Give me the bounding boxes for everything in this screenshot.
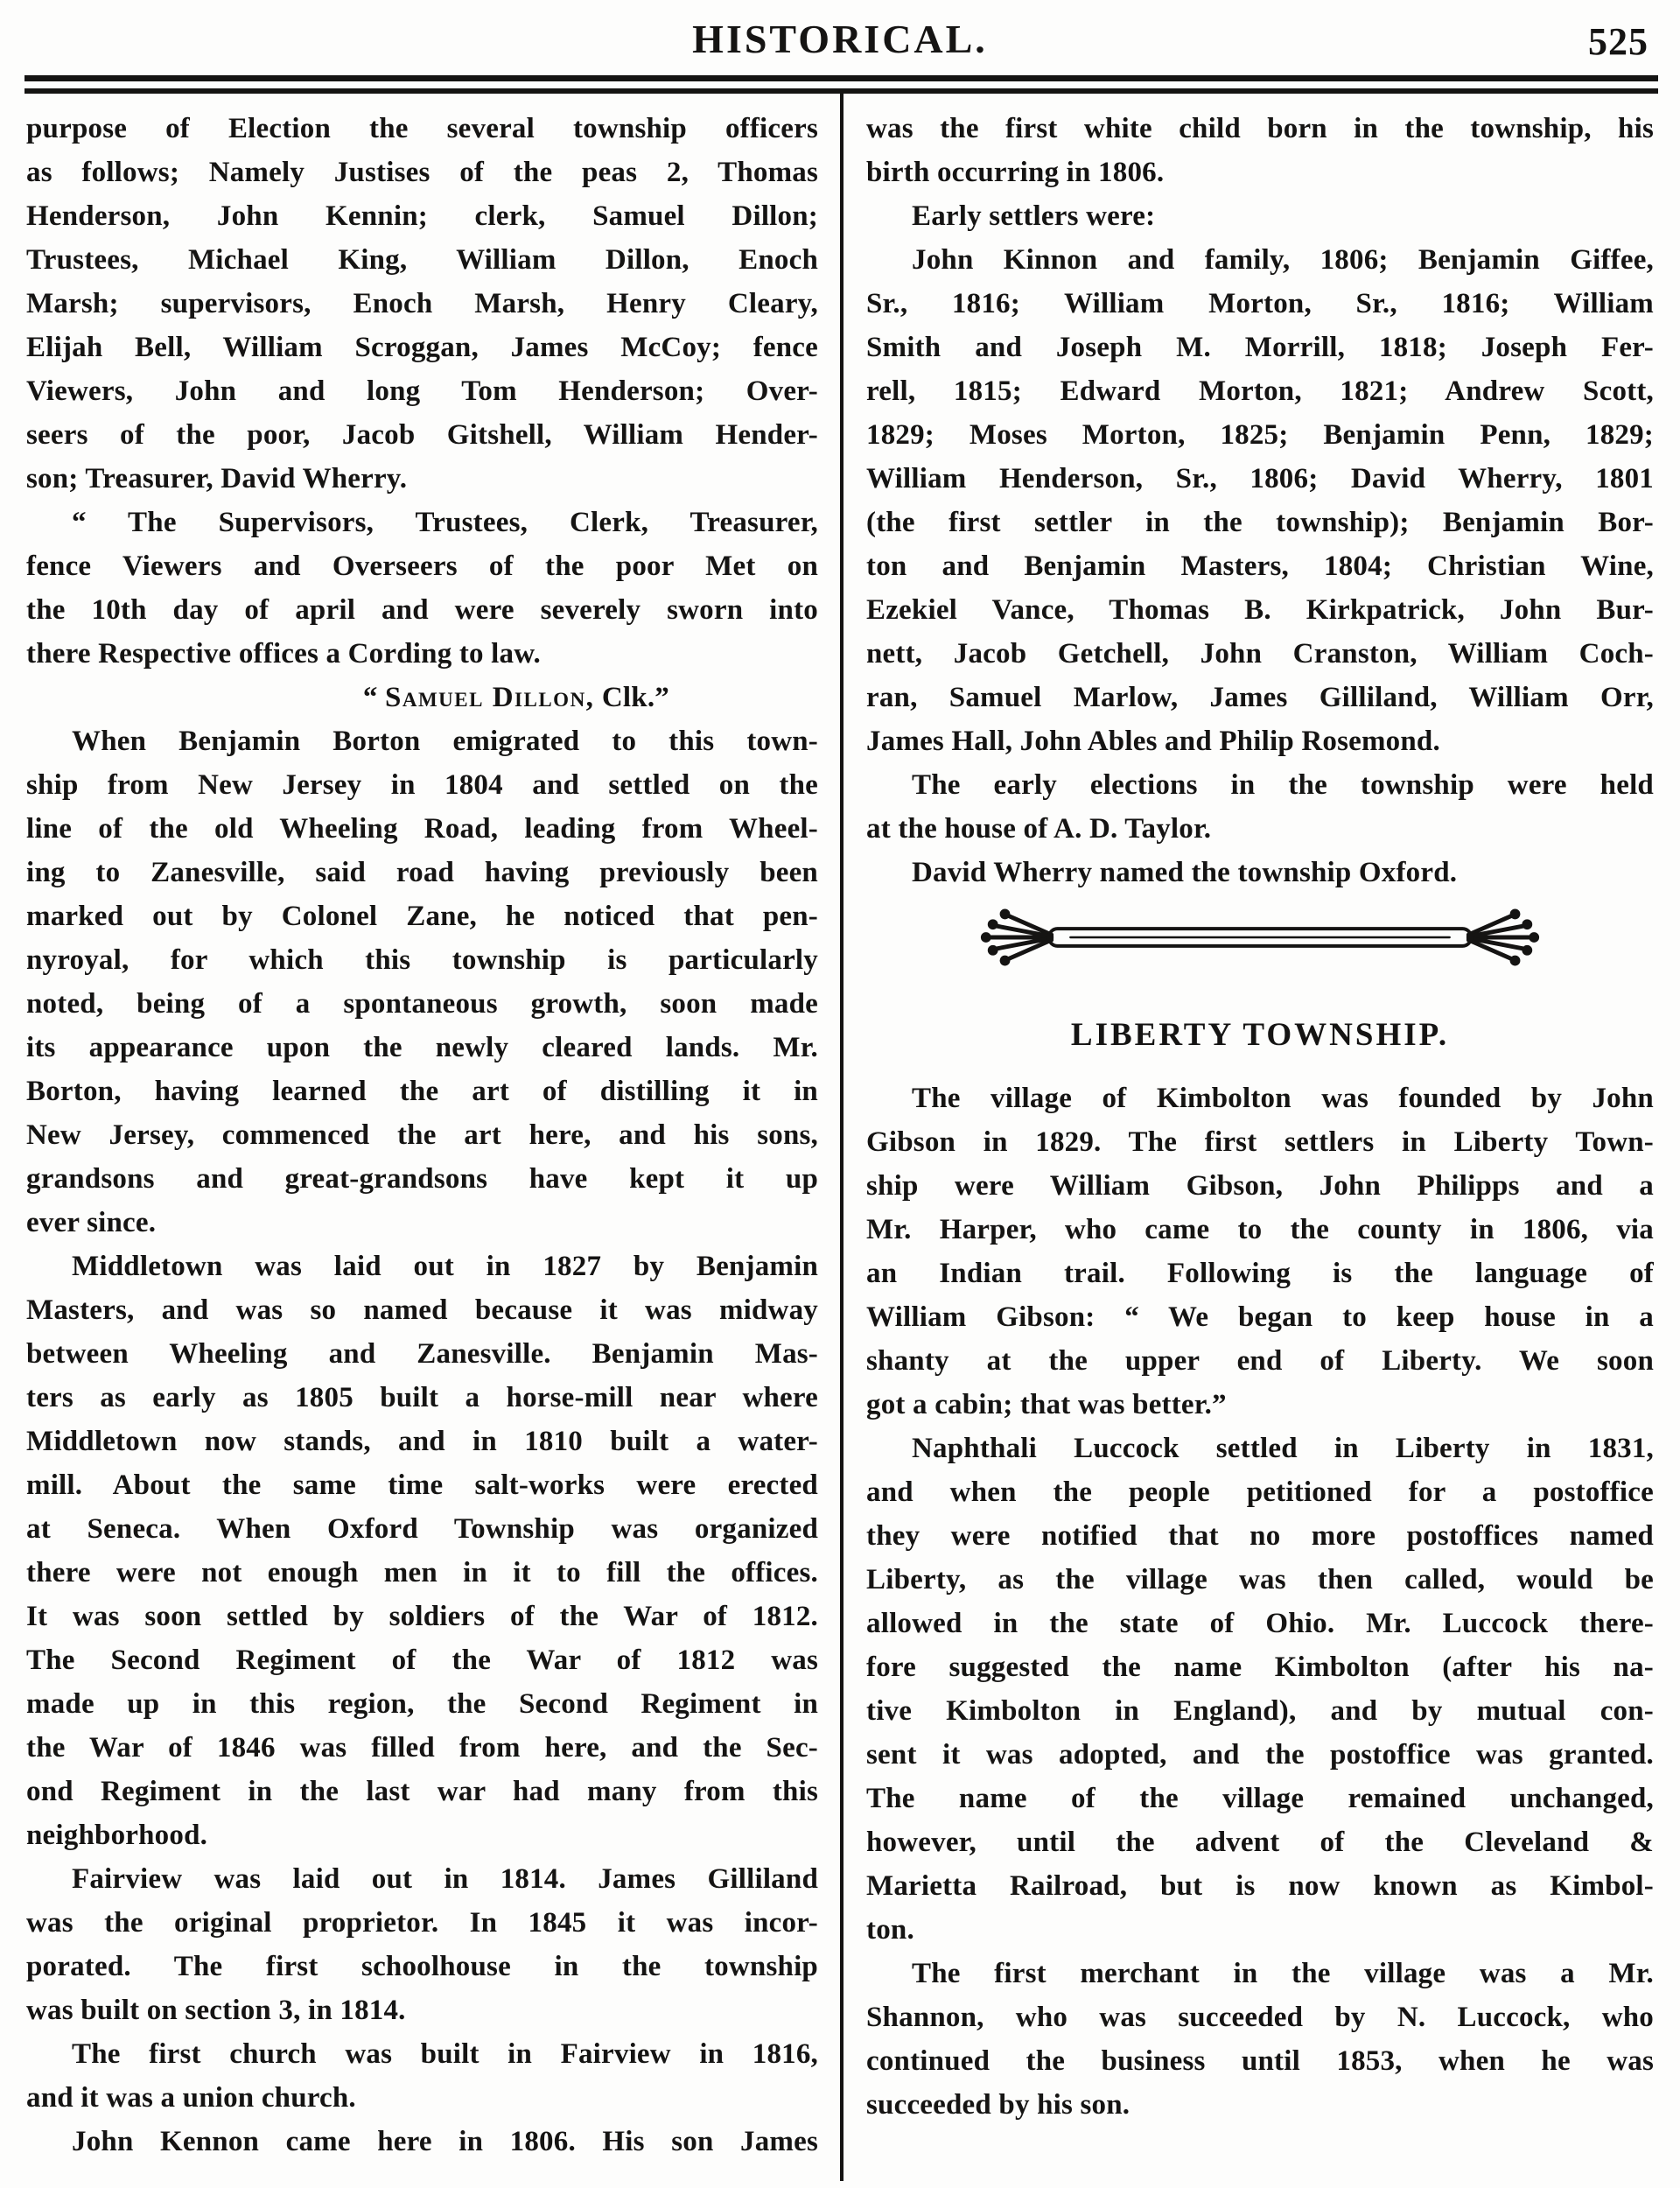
text-line: The first church was built in Fairview in 1816, <box>72 2038 818 2070</box>
text-line: John Kennon came here in 1806. His son James <box>72 2126 818 2157</box>
paragraph <box>26 2032 818 2120</box>
paragraph <box>866 194 1654 238</box>
text-line: and it was a union church. <box>26 2082 356 2114</box>
running-title: HISTORICAL. <box>692 17 988 61</box>
text-line: however, until the advent of the Cleveland & <box>866 1827 1654 1858</box>
text-line: the War of 1846 was filled from here, and the Sec- <box>26 1732 818 1764</box>
text-line: New Jersey, commenced the art here, and his sons, <box>26 1119 818 1151</box>
text-line: son; Treasurer, David Wherry. <box>26 463 408 494</box>
text-line: Middletown was laid out in 1827 by Benjamin <box>72 1251 818 1282</box>
text-line: Fairview was laid out in 1814. James Gilliland <box>72 1863 818 1895</box>
text-line: It was soon settled by soldiers of the War of 1812. <box>26 1601 818 1632</box>
open-quote: “ <box>362 682 385 713</box>
text-line: The early elections in the township were held <box>912 769 1654 801</box>
text-line: Smith and Joseph M. Morrill, 1818; Joseph Fer- <box>866 332 1654 363</box>
text-line: ship were William Gibson, John Philipps and a <box>866 1170 1654 1202</box>
text-line: Shannon, who was succeeded by N. Luccock, who <box>866 2002 1654 2033</box>
text-line: nett, Jacob Getchell, John Cranston, William Coch- <box>866 638 1654 670</box>
text-line: When Benjamin Borton emigrated to this town- <box>72 726 818 757</box>
text-line: William Gibson: “ We began to keep house in a <box>866 1301 1654 1333</box>
text-line: The name of the village remained unchanged, <box>866 1783 1654 1814</box>
text-line: Viewers, John and long Tom Henderson; Over- <box>26 375 818 407</box>
text-line: The Second Regiment of the War of 1812 was <box>26 1645 818 1676</box>
text-line: ond Regiment in the last war had many from this <box>26 1776 818 1807</box>
text-line: mill. About the same time salt-works were erected <box>26 1469 818 1501</box>
text-line: ton and Benjamin Masters, 1804; Christian Wine, <box>866 551 1654 582</box>
text-line: nyroyal, for which this township is particularly <box>26 944 818 976</box>
text-line: ters as early as 1805 built a horse-mill near where <box>26 1382 818 1413</box>
text-line: ing to Zanesville, said road having previously been <box>26 857 818 888</box>
text-line: purpose of Election the several township officers <box>26 113 818 144</box>
text-line: shanty at the upper end of Liberty. We soon <box>866 1345 1654 1377</box>
page-number: 525 <box>1588 20 1648 63</box>
paragraph <box>866 763 1654 851</box>
text-line: David Wherry named the township Oxford. <box>912 857 1458 888</box>
text-line: fence Viewers and Overseers of the poor Met on <box>26 551 818 582</box>
text-line: Ezekiel Vance, Thomas B. Kirkpatrick, John Bur- <box>866 594 1654 626</box>
text-line: Mr. Harper, who came to the county in 1806, via <box>866 1214 1654 1245</box>
text-line: John Kinnon and family, 1806; Benjamin Giffee, <box>912 244 1654 276</box>
text-line: Marietta Railroad, but is now known as Kimbol- <box>866 1870 1654 1902</box>
text-line: there Respective offices a Cording to law. <box>26 638 541 670</box>
clerk-signature <box>26 676 818 719</box>
text-line: seers of the poor, Jacob Gitshell, William Hender- <box>26 419 818 451</box>
text-line: Early settlers were: <box>912 200 1156 232</box>
paragraph <box>866 107 1654 194</box>
text-line: The first merchant in the village was a Mr. <box>912 1958 1654 1989</box>
clerk-name: Samuel Dillon, <box>385 682 595 713</box>
text-line: continued the business until 1853, when he was <box>866 2045 1654 2077</box>
text-line: noted, being of a spontaneous growth, soon made <box>26 988 818 1020</box>
text-line: rell, 1815; Edward Morton, 1821; Andrew Scott, <box>866 375 1654 407</box>
paragraph <box>26 107 818 501</box>
paragraph <box>866 238 1654 763</box>
section-divider-ornament <box>866 907 1654 968</box>
text-line: between Wheeling and Zanesville. Benjamin Mas- <box>26 1338 818 1370</box>
text-line: there were not enough men in it to fill the offices. <box>26 1557 818 1588</box>
text-line: at the house of A. D. Taylor. <box>866 813 1212 845</box>
text-line: was built on section 3, in 1814. <box>26 1995 406 2026</box>
text-line: ton. <box>866 1914 914 1946</box>
text-line: Marsh; supervisors, Enoch Marsh, Henry Cleary, <box>26 288 818 319</box>
text-line: fore suggested the name Kimbolton (after his na- <box>866 1652 1654 1683</box>
text-line: they were notified that no more postoffices named <box>866 1520 1654 1552</box>
text-line: was the original proprietor. In 1845 it was incor- <box>26 1907 818 1939</box>
text-line: The village of Kimbolton was founded by John <box>912 1083 1654 1114</box>
paragraph <box>26 719 818 1245</box>
text-line: succeeded by his son. <box>866 2089 1130 2121</box>
text-line: Sr., 1816; William Morton, Sr., 1816; William <box>866 288 1654 319</box>
text-line: ever since. <box>26 1207 157 1238</box>
text-line: was the first white child born in the township, his <box>866 113 1654 144</box>
text-line: at Seneca. When Oxford Township was organized <box>26 1513 818 1545</box>
text-line: birth occurring in 1806. <box>866 157 1165 188</box>
text-line: (the first settler in the township); Benjamin Bor- <box>866 507 1654 538</box>
right-column <box>866 107 1654 2127</box>
text-line: Elijah Bell, William Scroggan, James McCoy; fence <box>26 332 818 363</box>
text-line: grandsons and great-grandsons have kept it up <box>26 1163 818 1195</box>
text-line: Middletown now stands, and in 1810 built a water- <box>26 1426 818 1457</box>
text-line: porated. The first schoolhouse in the township <box>26 1951 818 1982</box>
text-line: as follows; Namely Justises of the peas 2, Thomas <box>26 157 818 188</box>
text-line: line of the old Wheeling Road, leading from Wheel- <box>26 813 818 845</box>
text-line: Gibson in 1829. The first settlers in Liberty Town- <box>866 1126 1654 1158</box>
text-line: ship from New Jersey in 1804 and settled on the <box>26 769 818 801</box>
text-line: allowed in the state of Ohio. Mr. Luccock there- <box>866 1608 1654 1639</box>
paragraph <box>866 851 1654 894</box>
paragraph <box>26 501 818 676</box>
paragraph <box>26 1245 818 1857</box>
text-line: sent it was adopted, and the postoffice was granted. <box>866 1739 1654 1771</box>
text-line: Liberty, as the village was then called, would be <box>866 1564 1654 1595</box>
text-line: Borton, having learned the art of distilling it in <box>26 1076 818 1107</box>
paragraph <box>866 1076 1654 1427</box>
text-line: Henderson, John Kennin; clerk, Samuel Dillon; <box>26 200 818 232</box>
text-line: ran, Samuel Marlow, James Gilliland, William Orr, <box>866 682 1654 713</box>
text-line: its appearance upon the newly cleared lands. Mr. <box>26 1032 818 1063</box>
text-line: William Henderson, Sr., 1806; David Wherry, 1801 <box>866 463 1654 494</box>
text-line: tive Kimbolton in England), and by mutual con- <box>866 1695 1654 1727</box>
text-line: “ The Supervisors, Trustees, Clerk, Treasurer, <box>72 507 818 538</box>
text-line: the 10th day of april and were severely sworn into <box>26 594 818 626</box>
header-double-rule-top <box>24 75 1658 81</box>
text-line: made up in this region, the Second Regiment in <box>26 1688 818 1720</box>
text-line: got a cabin; that was better.” <box>866 1389 1227 1420</box>
section-heading-liberty-township: LIBERTY TOWNSHIP. <box>1070 1017 1450 1053</box>
paragraph <box>866 1427 1654 1952</box>
text-line: Naphthali Luccock settled in Liberty in 1831, <box>912 1433 1654 1464</box>
paragraph <box>866 1952 1654 2127</box>
clerk-title: Clk.” <box>594 682 669 713</box>
text-line: Trustees, Michael King, William Dillon, Enoch <box>26 244 818 276</box>
text-line: 1829; Moses Morton, 1825; Benjamin Penn, 1829; <box>866 419 1654 451</box>
paragraph <box>26 1857 818 2032</box>
column-divider <box>840 94 844 2181</box>
paragraph <box>26 2120 818 2163</box>
text-line: marked out by Colonel Zane, he noticed that pen- <box>26 901 818 932</box>
text-line: and when the people petitioned for a postoffice <box>866 1476 1654 1508</box>
text-line: neighborhood. <box>26 1820 208 1851</box>
left-column <box>26 107 818 2163</box>
text-line: James Hall, John Ables and Philip Rosemond. <box>866 726 1440 757</box>
text-line: Masters, and was so named because it was midway <box>26 1294 818 1326</box>
rod-ornament-icon <box>976 907 1544 968</box>
text-line: an Indian trail. Following is the language of <box>866 1258 1654 1289</box>
